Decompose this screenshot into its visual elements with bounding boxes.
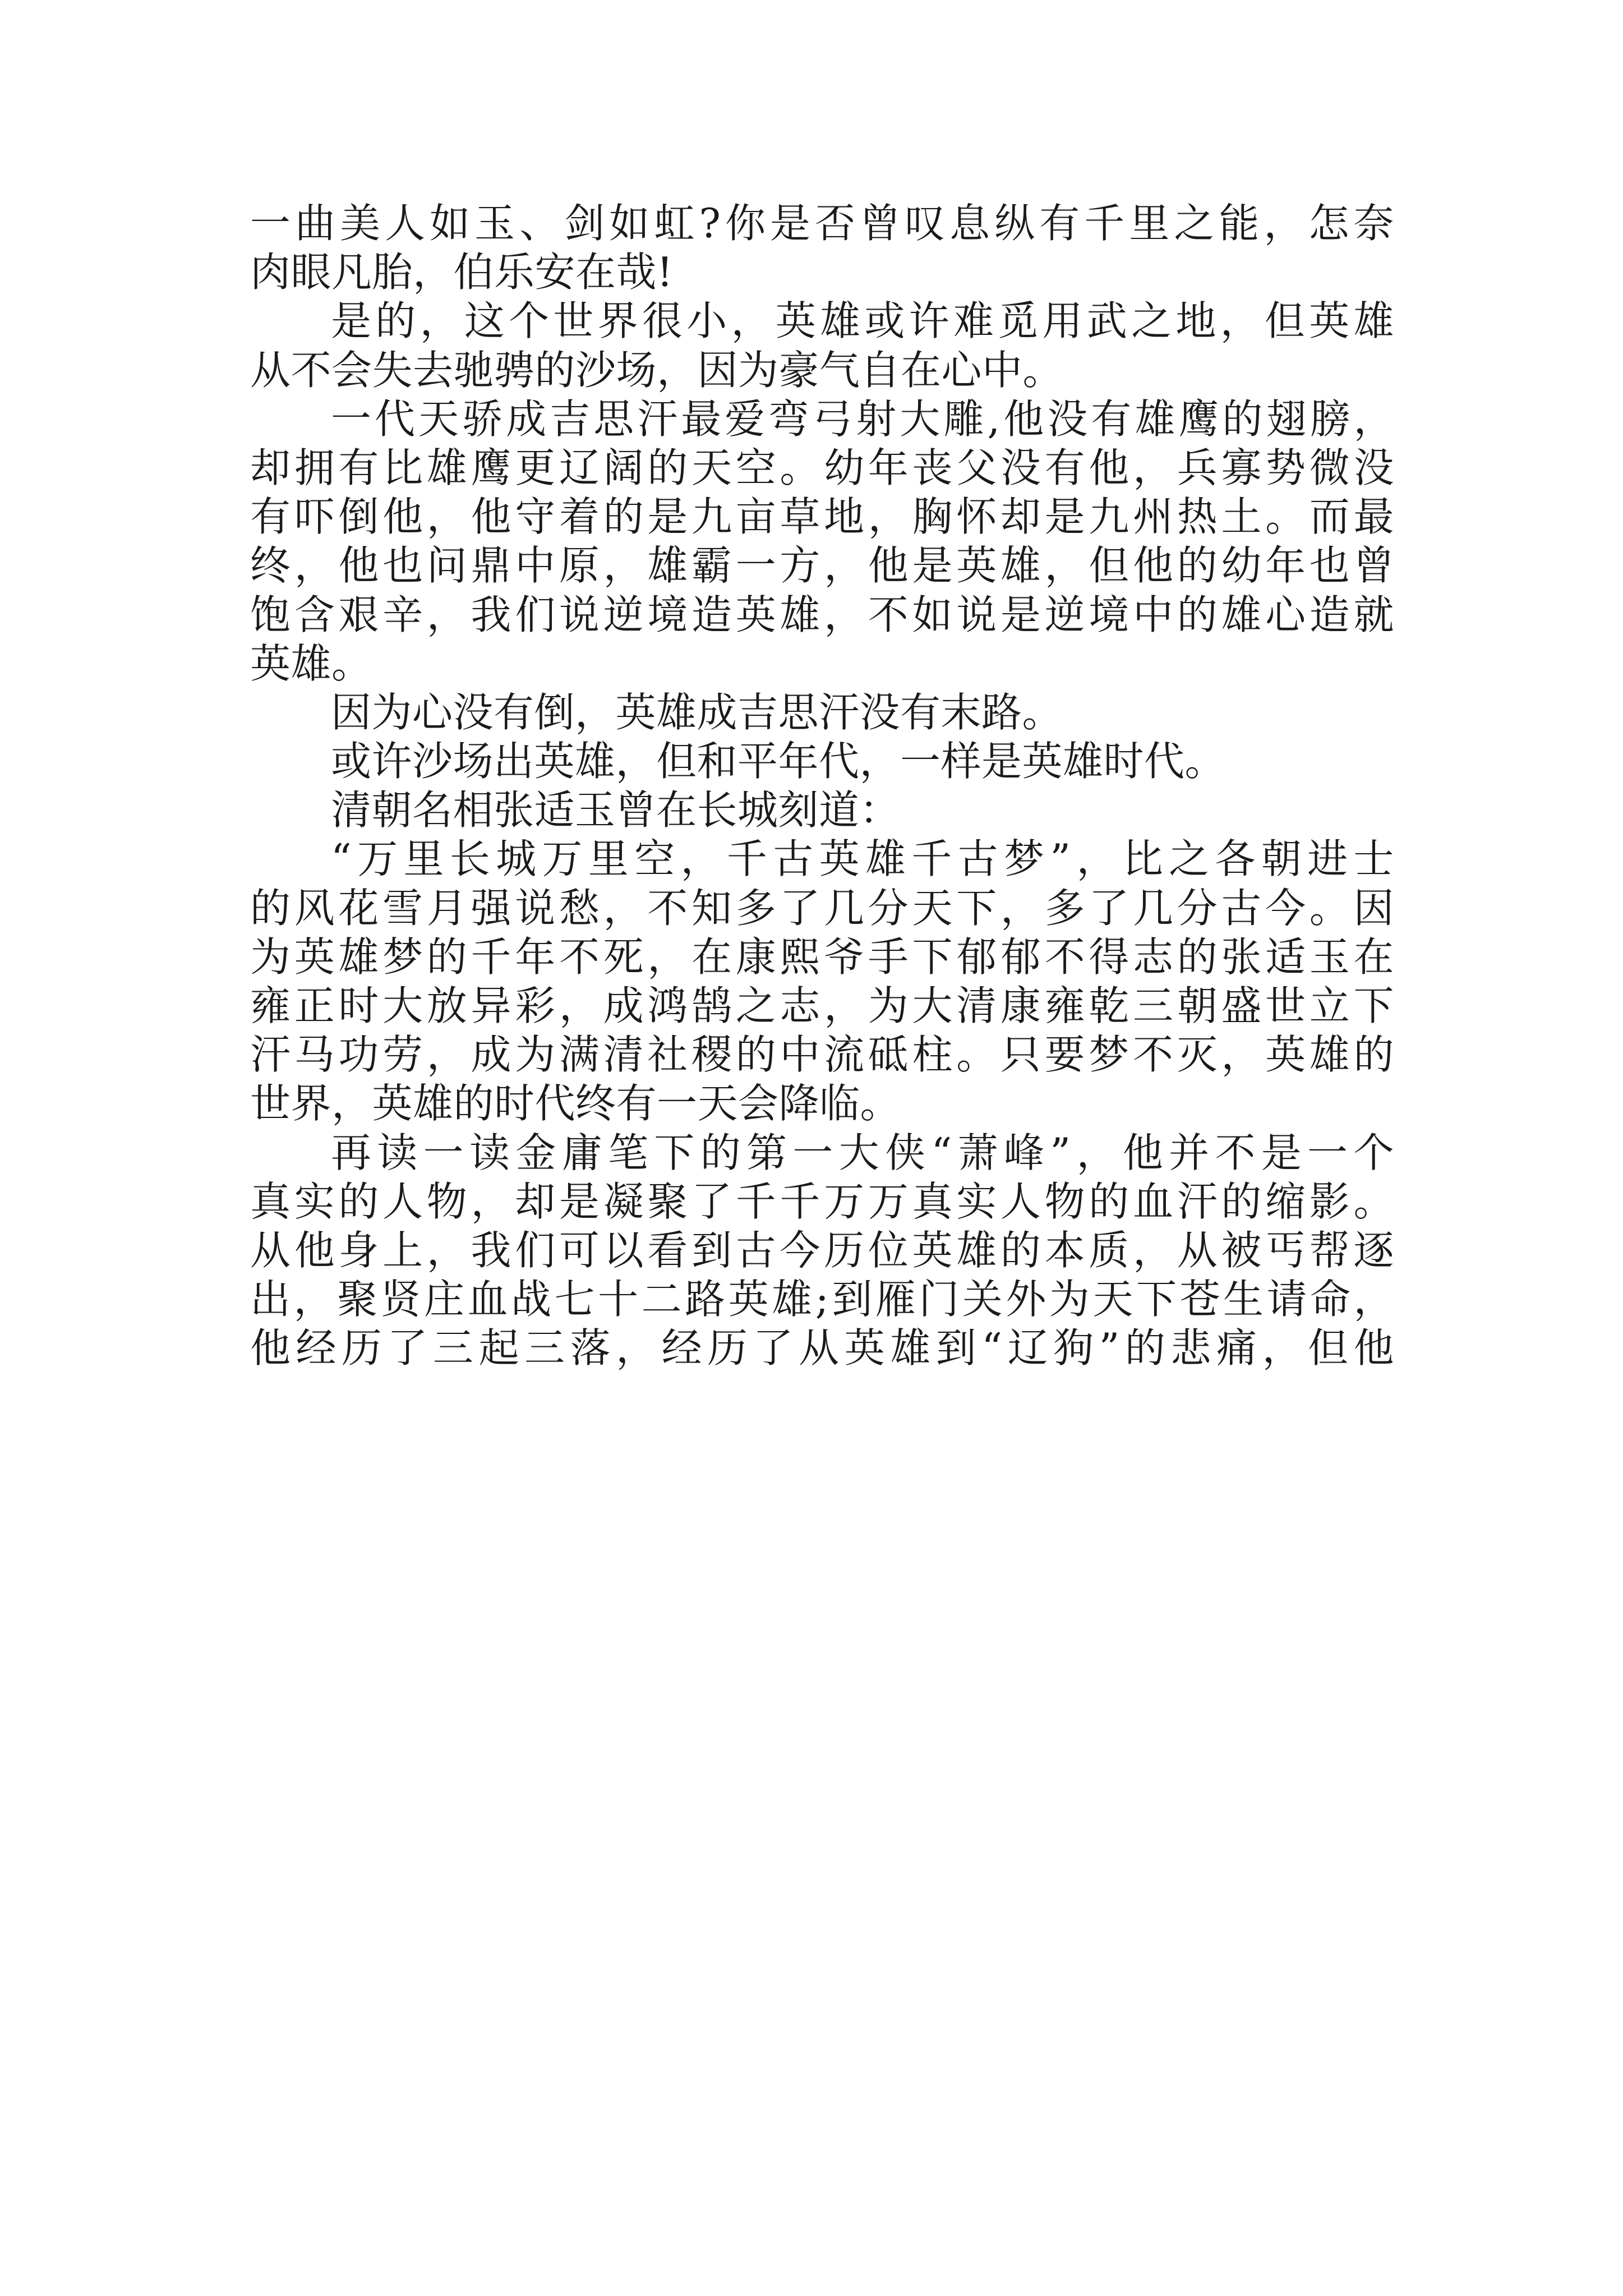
text-line: 出，聚贤庄血战七十二路英雄;到雁门关外为天下苍生请命，: [250, 1276, 1394, 1323]
text-line: 因为心没有倒，英雄成吉思汗没有末路。: [331, 688, 1063, 736]
text-line: 汗马功劳，成为满清社稷的中流砥柱。只要梦不灭，英雄的: [250, 1031, 1394, 1079]
text-line: 清朝名相张适玉曾在长城刻道：: [331, 786, 901, 834]
text-line: 终，他也问鼎中原，雄霸一方，他是英雄，但他的幼年也曾: [250, 542, 1394, 590]
text-line: 的风花雪月强说愁，不知多了几分天下，多了几分古今。因: [250, 884, 1394, 932]
text-line: 或许沙场出英雄，但和平年代，一样是英雄时代。: [331, 738, 1226, 785]
text-line: 再读一读金庸笔下的第一大侠“萧峰”，他并不是一个: [331, 1129, 1394, 1176]
text-line: 肉眼凡胎，伯乐安在哉!: [250, 249, 674, 296]
body-text: [250, 199, 1394, 1373]
text-line: 雍正时大放异彩，成鸿鹄之志，为大清康雍乾三朝盛世立下: [250, 982, 1394, 1029]
text-line: 真实的人物，却是凝聚了千千万万真实人物的血汗的缩影。: [250, 1177, 1394, 1225]
text-line: 从不会失去驰骋的沙场，因为豪气自在心中。: [250, 346, 1064, 394]
text-line: 一曲美人如玉、剑如虹?你是否曾叹息纵有千里之能，怎奈: [250, 200, 1394, 247]
text-line: 为英雄梦的千年不死，在康熙爷手下郁郁不得志的张适玉在: [250, 933, 1394, 981]
text-line: 却拥有比雄鹰更辽阔的天空。幼年丧父没有他，兵寡势微没: [250, 444, 1394, 491]
text-line: 是的，这个世界很小，英雄或许难觅用武之地，但英雄: [331, 297, 1394, 345]
text-line: 英雄。: [250, 639, 372, 687]
text-line: 从他身上，我们可以看到古今历位英雄的本质，从被丐帮逐: [250, 1226, 1394, 1274]
text-line: 饱含艰辛，我们说逆境造英雄，不如说是逆境中的雄心造就: [250, 591, 1394, 638]
text-line: 有吓倒他，他守着的是九亩草地，胸怀却是九州热土。而最: [250, 493, 1394, 541]
text-line: “万里长城万里空，千古英雄千古梦”，比之各朝进士: [331, 835, 1394, 883]
text-line: 一代天骄成吉思汗最爱弯弓射大雕,他没有雄鹰的翅膀，: [331, 395, 1394, 443]
text-line: 他经历了三起三落，经历了从英雄到“辽狗”的悲痛，但他: [250, 1324, 1394, 1372]
text-line: 世界，英雄的时代终有一天会降临。: [250, 1080, 901, 1128]
